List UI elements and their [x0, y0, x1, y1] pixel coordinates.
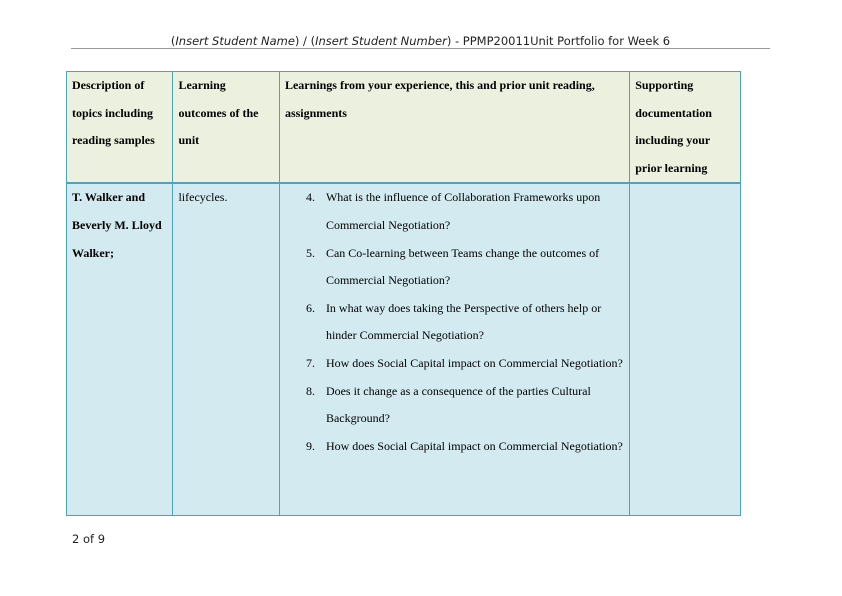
header-open-paren: ( [170, 34, 176, 48]
header-learnings: Learnings from your experience, this and prior unit reading, assignments [279, 72, 629, 184]
list-item-number: 8. [305, 383, 315, 398]
cell-supporting-documentation[interactable] [630, 183, 741, 515]
list-item-number: 6. [305, 300, 315, 315]
list-item [305, 240, 624, 295]
header-separator: ) / ( [294, 34, 316, 48]
list-item-text: Can Co-learning between Teams change the outcomes of Commercial Negotiation? [325, 245, 600, 288]
page-header [71, 33, 770, 49]
list-item-text: How does Social Capital impact on Commercial Negotiation? [325, 355, 623, 370]
header-title: ) - PPMP20011Unit Portfolio for Week 6 [446, 34, 671, 48]
cell-learning-outcome[interactable]: lifecycles. [173, 183, 279, 515]
list-item [305, 295, 624, 350]
list-item-number: 5. [305, 245, 315, 260]
student-name-placeholder[interactable]: Insert Student Name [175, 34, 295, 48]
page-number: 2 of 9 [72, 532, 106, 546]
question-list [285, 184, 624, 460]
list-item-text: What is the influence of Collaboration Frameworks upon Commercial Negotiation? [325, 190, 601, 232]
list-item-text: In what way does taking the Perspective of others help or hinder Commercial Negotiation? [325, 300, 602, 343]
student-number-placeholder[interactable]: Insert Student Number [315, 34, 447, 48]
list-item [305, 378, 624, 433]
table-row [67, 183, 741, 515]
list-item-text: How does Social Capital impact on Commercial Negotiation? [325, 438, 623, 453]
list-item-text: Does it change as a consequence of the parties Cultural Background? [325, 383, 591, 426]
table-header-row [67, 72, 741, 184]
list-item-number: 4. [305, 190, 315, 205]
portfolio-table [66, 71, 741, 516]
list-item [305, 184, 624, 239]
list-item [305, 433, 624, 461]
header-rule [71, 48, 770, 49]
cell-description[interactable]: T. Walker and Beverly M. Lloyd Walker; [67, 183, 173, 515]
header-supporting-documentation: Supporting documentation including your prior learning [630, 72, 741, 184]
cell-learnings[interactable] [279, 183, 629, 515]
list-item-number: 7. [305, 355, 315, 370]
header-description: Description of topics including reading samples [67, 72, 173, 184]
header-learning-outcomes: Learning outcomes of the unit [173, 72, 279, 184]
list-item [305, 350, 624, 378]
list-item-number: 9. [305, 438, 315, 453]
